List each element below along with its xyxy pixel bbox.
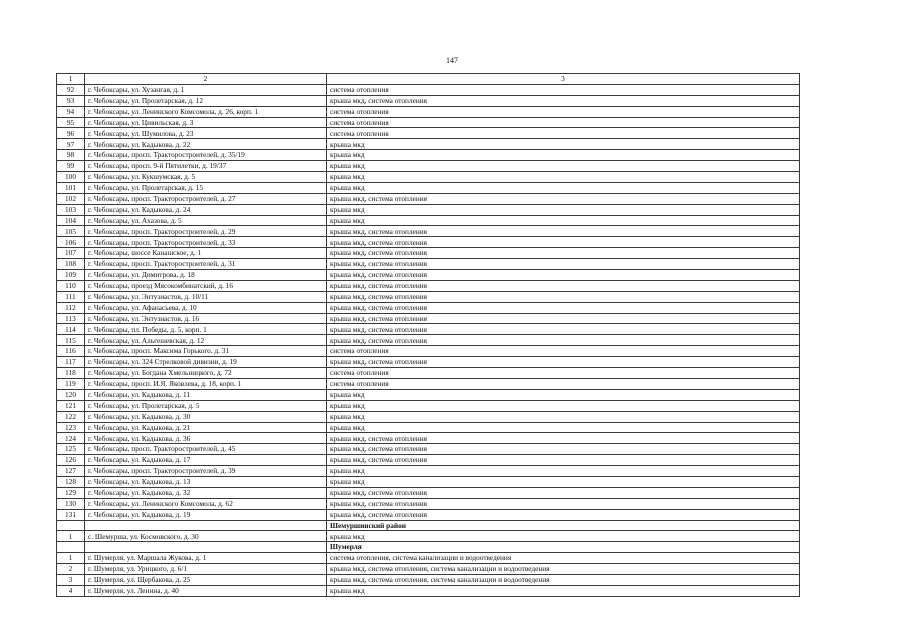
address-cell: г. Чебоксары, ул. Цивильская, д. 3 bbox=[85, 117, 327, 128]
row-number: 130 bbox=[57, 498, 85, 509]
works-cell: крыша мкд, система отопления bbox=[327, 280, 800, 291]
row-number: 100 bbox=[57, 172, 85, 183]
table-row bbox=[57, 128, 800, 139]
section-title: Шемуршинский район bbox=[327, 520, 800, 531]
table-row bbox=[57, 248, 800, 259]
section-empty-address-cell bbox=[85, 520, 327, 531]
works-cell: крыша мкд bbox=[327, 139, 800, 150]
row-number: 126 bbox=[57, 455, 85, 466]
row-number: 117 bbox=[57, 357, 85, 368]
column-number-1: 1 bbox=[57, 74, 85, 85]
address-cell: г. Чебоксары, шоссе Канашское, д. 1 bbox=[85, 248, 327, 259]
table-row bbox=[57, 378, 800, 389]
address-cell: г. Чебоксары, ул. Кадыкова, д. 13 bbox=[85, 476, 327, 487]
works-cell: крыша мкд bbox=[327, 215, 800, 226]
works-cell: система отопления, система канализации и водоотведения bbox=[327, 553, 800, 564]
address-cell: г. Чебоксары, ул. Димитрова, д. 18 bbox=[85, 270, 327, 281]
column-number-2: 2 bbox=[85, 74, 327, 85]
address-cell: г. Шумерля, ул. Ленина, д. 40 bbox=[85, 585, 327, 596]
works-cell: крыша мкд, система отопления bbox=[327, 291, 800, 302]
row-number: 3 bbox=[57, 574, 85, 585]
table-row bbox=[57, 324, 800, 335]
address-cell: г. Чебоксары, ул. Кукшумская, д. 5 bbox=[85, 172, 327, 183]
row-number: 115 bbox=[57, 335, 85, 346]
table-row bbox=[57, 204, 800, 215]
works-cell: крыша мкд, система отопления bbox=[327, 487, 800, 498]
table-row bbox=[57, 357, 800, 368]
address-cell: г. Чебоксары, просп. И.Я. Яковлева, д. 18, корп. 1 bbox=[85, 378, 327, 389]
works-cell: крыша мкд bbox=[327, 161, 800, 172]
works-cell: крыша мкд, система отопления bbox=[327, 455, 800, 466]
table-row bbox=[57, 270, 800, 281]
section-empty-address-cell bbox=[85, 542, 327, 553]
row-number: 98 bbox=[57, 150, 85, 161]
works-cell: крыша мкд, система отопления bbox=[327, 193, 800, 204]
works-cell: крыша мкд, система отопления bbox=[327, 444, 800, 455]
address-cell: г. Чебоксары, ул. Альгешевская, д. 12 bbox=[85, 335, 327, 346]
section-empty-number-cell bbox=[57, 542, 85, 553]
works-cell: крыша мкд, система отопления bbox=[327, 95, 800, 106]
address-cell: г. Чебоксары, ул. Ленинского Комсомола, д. 62 bbox=[85, 498, 327, 509]
table-row bbox=[57, 455, 800, 466]
table-row bbox=[57, 139, 800, 150]
works-cell: крыша мкд, система отопления bbox=[327, 248, 800, 259]
address-cell: г. Чебоксары, просп. Тракторостроителей, д. 29 bbox=[85, 226, 327, 237]
table-row bbox=[57, 433, 800, 444]
works-cell: крыша мкд, система отопления bbox=[327, 433, 800, 444]
table-body bbox=[57, 74, 800, 597]
works-cell: крыша мкд bbox=[327, 466, 800, 477]
address-cell: г. Чебоксары, ул. Кадыкова, д. 32 bbox=[85, 487, 327, 498]
works-cell: крыша мкд, система отопления bbox=[327, 357, 800, 368]
row-number: 1 bbox=[57, 553, 85, 564]
works-cell: крыша мкд, система отопления bbox=[327, 226, 800, 237]
row-number: 127 bbox=[57, 466, 85, 477]
works-cell: крыша мкд, система отопления bbox=[327, 302, 800, 313]
table-row bbox=[57, 161, 800, 172]
address-cell: с. Шемурша, ул. Космовского, д. 30 bbox=[85, 531, 327, 542]
table-row bbox=[57, 150, 800, 161]
row-number: 129 bbox=[57, 487, 85, 498]
address-cell: г. Чебоксары, просп. Тракторостроителей, д. 39 bbox=[85, 466, 327, 477]
column-number-3: 3 bbox=[327, 74, 800, 85]
address-cell: г. Шумерля, ул. Урицкого, д. 6/1 bbox=[85, 564, 327, 575]
table-row bbox=[57, 564, 800, 575]
row-number: 111 bbox=[57, 291, 85, 302]
works-cell: крыша мкд bbox=[327, 389, 800, 400]
address-cell: г. Чебоксары, просп. Тракторостроителей, д. 33 bbox=[85, 237, 327, 248]
works-cell: крыша мкд, система отопления bbox=[327, 259, 800, 270]
table-row bbox=[57, 466, 800, 477]
table-row bbox=[57, 106, 800, 117]
page-number: 147 bbox=[446, 56, 458, 65]
row-number: 125 bbox=[57, 444, 85, 455]
address-cell: г. Чебоксары, ул. Хузангая, д. 1 bbox=[85, 84, 327, 95]
row-number: 102 bbox=[57, 193, 85, 204]
row-number: 104 bbox=[57, 215, 85, 226]
table-row bbox=[57, 368, 800, 379]
table-row bbox=[57, 335, 800, 346]
row-number: 110 bbox=[57, 280, 85, 291]
works-cell: крыша мкд bbox=[327, 182, 800, 193]
works-cell: система отопления bbox=[327, 128, 800, 139]
table-row bbox=[57, 226, 800, 237]
table-row bbox=[57, 259, 800, 270]
row-number: 95 bbox=[57, 117, 85, 128]
address-cell: г. Чебоксары, ул. Кадыкова, д. 19 bbox=[85, 509, 327, 520]
row-number: 131 bbox=[57, 509, 85, 520]
row-number: 96 bbox=[57, 128, 85, 139]
section-title: Шумерля bbox=[327, 542, 800, 553]
address-cell: г. Чебоксары, ул. Энтузиастов, д. 16 bbox=[85, 313, 327, 324]
address-cell: г. Чебоксары, просп. Тракторостроителей, д. 45 bbox=[85, 444, 327, 455]
row-number: 107 bbox=[57, 248, 85, 259]
table-row bbox=[57, 313, 800, 324]
address-cell: г. Чебоксары, ул. Афанасьева, д. 10 bbox=[85, 302, 327, 313]
row-number: 124 bbox=[57, 433, 85, 444]
works-cell: система отопления bbox=[327, 106, 800, 117]
row-number: 94 bbox=[57, 106, 85, 117]
row-number: 122 bbox=[57, 411, 85, 422]
address-cell: г. Чебоксары, ул. Кадыкова, д. 24 bbox=[85, 204, 327, 215]
row-number: 114 bbox=[57, 324, 85, 335]
works-cell: крыша мкд bbox=[327, 476, 800, 487]
row-number: 92 bbox=[57, 84, 85, 95]
address-cell: г. Чебоксары, ул. Богдана Хмельницкого, д. 72 bbox=[85, 368, 327, 379]
works-cell: крыша мкд bbox=[327, 172, 800, 183]
table-row bbox=[57, 531, 800, 542]
section-empty-number-cell bbox=[57, 520, 85, 531]
table-row bbox=[57, 476, 800, 487]
table-row bbox=[57, 444, 800, 455]
works-cell: крыша мкд, система отопления bbox=[327, 509, 800, 520]
works-cell: крыша мкд bbox=[327, 531, 800, 542]
address-cell: г. Чебоксары, ул. Энтузиастов, д. 10/11 bbox=[85, 291, 327, 302]
table-row bbox=[57, 193, 800, 204]
row-number: 118 bbox=[57, 368, 85, 379]
address-cell: г. Чебоксары, просп. Тракторостроителей, д. 27 bbox=[85, 193, 327, 204]
address-cell: г. Шумерля, ул. Щербакова, д. 25 bbox=[85, 574, 327, 585]
works-cell: крыша мкд, система отопления bbox=[327, 237, 800, 248]
table-row bbox=[57, 346, 800, 357]
row-number: 1 bbox=[57, 531, 85, 542]
section-row bbox=[57, 520, 800, 531]
row-number: 101 bbox=[57, 182, 85, 193]
address-cell: г. Чебоксары, проезд Мясокомбинатский, д. 16 bbox=[85, 280, 327, 291]
address-cell: г. Чебоксары, просп. 9-й Пятилетки, д. 19/37 bbox=[85, 161, 327, 172]
works-cell: крыша мкд, система отопления bbox=[327, 313, 800, 324]
table-row bbox=[57, 215, 800, 226]
row-number: 119 bbox=[57, 378, 85, 389]
table-row bbox=[57, 574, 800, 585]
address-cell: г. Чебоксары, ул. Пролетарская, д. 5 bbox=[85, 400, 327, 411]
table-row bbox=[57, 400, 800, 411]
works-cell: крыша мкд bbox=[327, 411, 800, 422]
row-number: 112 bbox=[57, 302, 85, 313]
row-number: 106 bbox=[57, 237, 85, 248]
row-number: 97 bbox=[57, 139, 85, 150]
works-cell: крыша мкд, система отопления, система канализации и водоотведения bbox=[327, 564, 800, 575]
works-cell: система отопления bbox=[327, 378, 800, 389]
row-number: 105 bbox=[57, 226, 85, 237]
works-cell: крыша мкд, система отопления, система канализации и водоотведения bbox=[327, 574, 800, 585]
table-row bbox=[57, 498, 800, 509]
works-cell: система отопления bbox=[327, 368, 800, 379]
row-number: 113 bbox=[57, 313, 85, 324]
row-number: 116 bbox=[57, 346, 85, 357]
column-number-row bbox=[57, 74, 800, 85]
address-cell: г. Чебоксары, ул. Ленинского Комсомола, д. 26, корп. 1 bbox=[85, 106, 327, 117]
address-cell: г. Чебоксары, просп. Тракторостроителей, д. 31 bbox=[85, 259, 327, 270]
address-cell: г. Чебоксары, пл. Победы, д. 5, корп. 1 bbox=[85, 324, 327, 335]
row-number: 4 bbox=[57, 585, 85, 596]
row-number: 93 bbox=[57, 95, 85, 106]
works-cell: крыша мкд, система отопления bbox=[327, 498, 800, 509]
address-cell: г. Чебоксары, просп. Тракторостроителей, д. 35/19 bbox=[85, 150, 327, 161]
address-cell: г. Чебоксары, ул. Пролетарская, д. 12 bbox=[85, 95, 327, 106]
row-number: 109 bbox=[57, 270, 85, 281]
works-table bbox=[56, 73, 800, 597]
table-row bbox=[57, 509, 800, 520]
works-cell: крыша мкд bbox=[327, 150, 800, 161]
row-number: 120 bbox=[57, 389, 85, 400]
address-cell: г. Чебоксары, ул. Кадыкова, д. 11 bbox=[85, 389, 327, 400]
table-row bbox=[57, 291, 800, 302]
works-cell: система отопления bbox=[327, 346, 800, 357]
table-row bbox=[57, 182, 800, 193]
address-cell: г. Чебоксары, ул. Кадыкова, д. 17 bbox=[85, 455, 327, 466]
row-number: 128 bbox=[57, 476, 85, 487]
works-cell: крыша мкд, система отопления bbox=[327, 335, 800, 346]
row-number: 99 bbox=[57, 161, 85, 172]
row-number: 123 bbox=[57, 422, 85, 433]
address-cell: г. Чебоксары, ул. 324 Стрелковой дивизии, д. 19 bbox=[85, 357, 327, 368]
row-number: 121 bbox=[57, 400, 85, 411]
works-cell: система отопления bbox=[327, 117, 800, 128]
address-cell: г. Чебоксары, ул. Ахазова, д. 5 bbox=[85, 215, 327, 226]
table-row bbox=[57, 422, 800, 433]
address-cell: г. Чебоксары, ул. Кадыкова, д. 21 bbox=[85, 422, 327, 433]
address-cell: г. Чебоксары, просп. Максима Горького, д. 31 bbox=[85, 346, 327, 357]
table-row bbox=[57, 172, 800, 183]
table-row bbox=[57, 553, 800, 564]
address-cell: г. Чебоксары, ул. Кадыкова, д. 30 bbox=[85, 411, 327, 422]
works-cell: крыша мкд bbox=[327, 204, 800, 215]
table-row bbox=[57, 302, 800, 313]
row-number: 108 bbox=[57, 259, 85, 270]
address-cell: г. Шумерля, ул. Маршала Жукова, д. 1 bbox=[85, 553, 327, 564]
row-number: 2 bbox=[57, 564, 85, 575]
works-cell: крыша мкд bbox=[327, 400, 800, 411]
address-cell: г. Чебоксары, ул. Пролетарская, д. 15 bbox=[85, 182, 327, 193]
row-number: 103 bbox=[57, 204, 85, 215]
table-row bbox=[57, 95, 800, 106]
address-cell: г. Чебоксары, ул. Кадыкова, д. 36 bbox=[85, 433, 327, 444]
works-cell: система отопления bbox=[327, 84, 800, 95]
table-row bbox=[57, 117, 800, 128]
works-cell: крыша мкд bbox=[327, 422, 800, 433]
table-row bbox=[57, 487, 800, 498]
table-row bbox=[57, 280, 800, 291]
table-row bbox=[57, 411, 800, 422]
address-cell: г. Чебоксары, ул. Кадыкова, д. 22 bbox=[85, 139, 327, 150]
works-cell: крыша мкд, система отопления bbox=[327, 324, 800, 335]
section-row bbox=[57, 542, 800, 553]
table-row bbox=[57, 585, 800, 596]
works-cell: крыша мкд bbox=[327, 585, 800, 596]
works-cell: крыша мкд, система отопления bbox=[327, 270, 800, 281]
table-row bbox=[57, 237, 800, 248]
address-cell: г. Чебоксары, ул. Шумилова, д. 23 bbox=[85, 128, 327, 139]
table-row bbox=[57, 389, 800, 400]
table-row bbox=[57, 84, 800, 95]
